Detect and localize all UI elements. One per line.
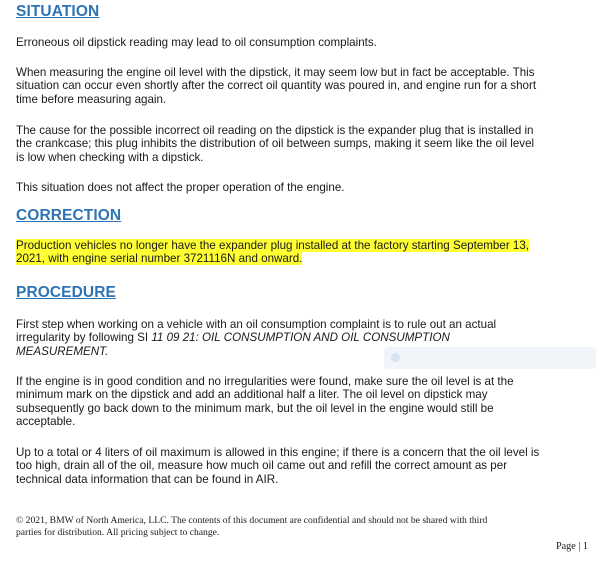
highlighted-text: 2021, with engine serial number 3721116N and onward. [16, 252, 303, 266]
copyright-footer: © 2021, BMW of North America, LLC. The contents of this document are confidential and should not be shared with third parties for distribution. All pricing subject to change. [16, 515, 488, 538]
situation-heading: SITUATION [16, 3, 100, 20]
procedure-paragraph-1: First step when working on a vehicle with an oil consumption complaint is to rule out an actual irregularity by following SI 11 09 21: OIL CONSUMPTION AND OIL CONSUMPTION MEASUREMENT. [16, 318, 497, 358]
procedure-paragraph-3: Up to a total or 4 liters of oil maximum is allowed in this engine; if there is a concern that the oil level is too high, drain all of the oil, measure how much oil came out and refill the correct amount as per technical data information that can be found in AIR. [16, 446, 540, 486]
situation-paragraph-2: When measuring the engine oil level with the dipstick, it may seem low but in fact be acceptable. This situation can occur even shortly after the correct oil quantity was poured in, and engine run for a short time before measuring again. [16, 66, 537, 106]
procedure-paragraph-2: If the engine is in good condition and no irregularities were found, make sure the oil level is at the minimum mark on the dipstick and add an additional half a liter. The oil level on dipstick may subsequently go back down to the minimum mark, but the oil level in the engine would still be acceptable. [16, 375, 514, 428]
si-reference: 11 09 21: OIL CONSUMPTION AND OIL CONSUMPTION [151, 331, 450, 345]
procedure-heading: PROCEDURE [16, 284, 116, 301]
correction-heading: CORRECTION [16, 207, 122, 224]
faded-overlay [384, 347, 596, 369]
situation-paragraph-1: Erroneous oil dipstick reading may lead to oil consumption complaints. [16, 36, 377, 49]
situation-paragraph-3: The cause for the possible incorrect oil reading on the dipstick is the expander plug that is installed in the crankcase; this plug inhibits the distribution of oil between sumps, making it seem like the oil level is low when checking with a dipstick. [16, 124, 535, 164]
faded-dot-icon [391, 353, 400, 362]
page-number: Page | 1 [555, 541, 588, 552]
highlighted-text: Production vehicles no longer have the expander plug installed at the factory starting September 13, [16, 239, 530, 252]
correction-paragraph [16, 239, 529, 266]
situation-paragraph-4: This situation does not affect the proper operation of the engine. [16, 181, 345, 194]
